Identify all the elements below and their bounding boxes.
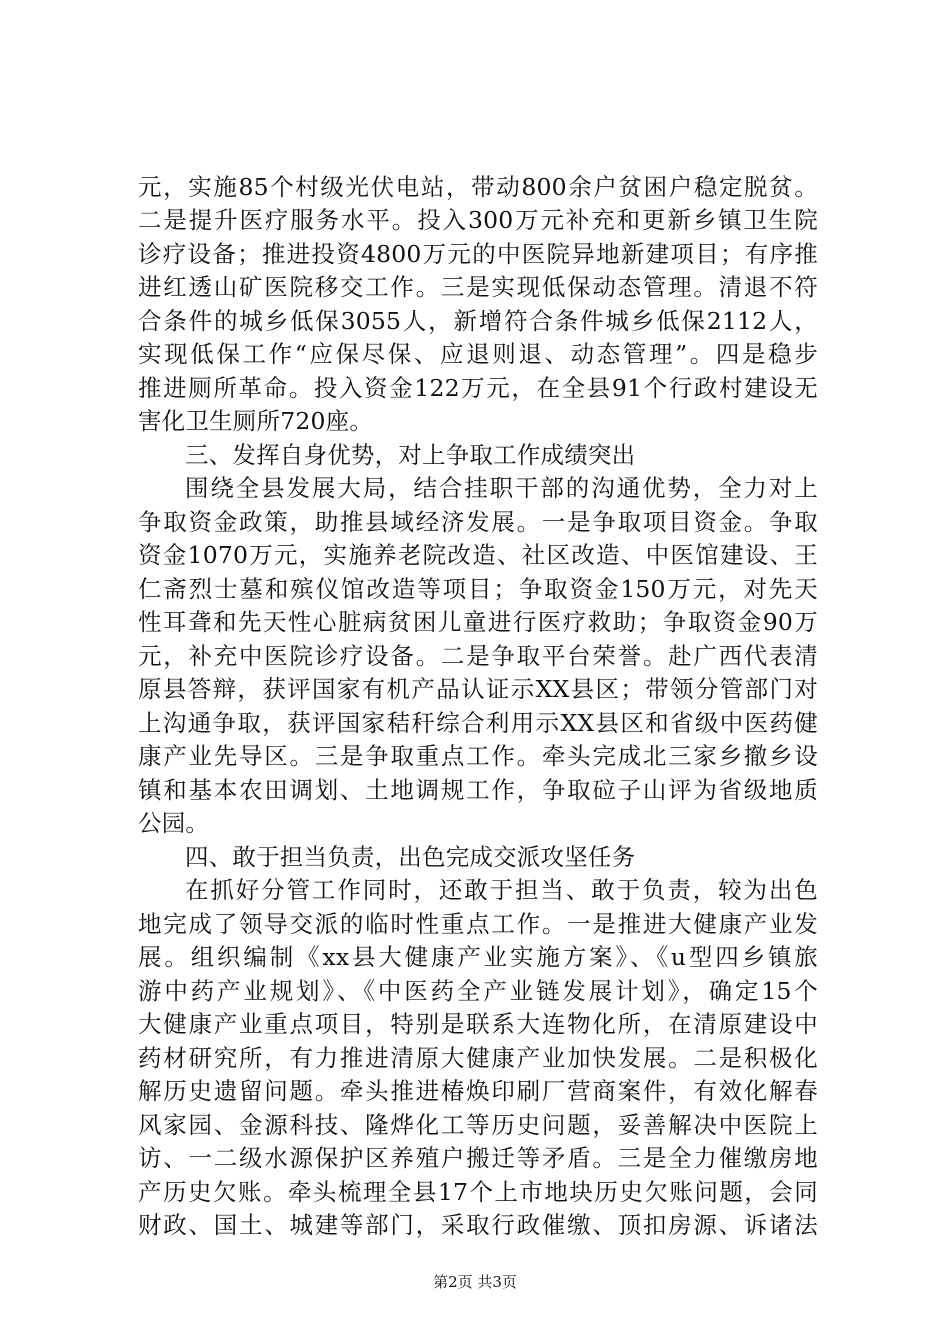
text-line: 害化卫生厕所720座。 <box>138 407 374 435</box>
text-line: 实现低保工作“应保尽保、应退则退、动态管理”。四是稳步 <box>138 340 818 368</box>
text-line: 展。组织编制《xx县大健康产业实施方案》、《u型四乡镇旅 <box>138 943 818 971</box>
text-line: 诊疗设备；推进投资4800万元的中医院异地新建项目；有序推 <box>138 240 818 268</box>
text-line: 合条件的城乡低保3055人，新增符合条件城乡低保2112人， <box>138 307 818 335</box>
text-line: 访、一二级水源保护区养殖户搬迁等矛盾。三是全力催缴房地 <box>138 1144 818 1172</box>
text-line: 进红透山矿医院移交工作。三是实现低保动态管理。清退不符 <box>138 273 818 301</box>
section-heading: 三、发挥自身优势，对上争取工作成绩突出 <box>185 441 636 469</box>
text-line: 游中药产业规划》、《中医药全产业链发展计划》，确定15个 <box>138 977 818 1005</box>
text-line: 上沟通争取，获评国家秸秆综合利用示XX县区和省级中医药健 <box>138 709 818 737</box>
text-line: 大健康产业重点项目，特别是联系大连物化所，在清原建设中 <box>138 1010 818 1038</box>
text-line: 二是提升医疗服务水平。投入300万元补充和更新乡镇卫生院 <box>138 206 818 234</box>
text-line: 药材研究所，有力推进清原大健康产业加快发展。二是积极化 <box>138 1044 818 1072</box>
text-line: 公园。 <box>138 809 210 837</box>
text-line: 仁斋烈士墓和殡仪馆改造等项目；争取资金150万元，对先天 <box>138 575 818 603</box>
section-heading: 四、敢于担当负责，出色完成交派攻坚任务 <box>185 843 636 871</box>
text-line: 风家园、金源科技、隆烨化工等历史问题，妥善解决中医院上 <box>138 1111 818 1139</box>
text-line: 地完成了领导交派的临时性重点工作。一是推进大健康产业发 <box>138 910 818 938</box>
text-line: 推进厕所革命。投入资金122万元，在全县91个行政村建设无 <box>138 374 818 402</box>
text-line: 产历史欠账。牵头梳理全县17个上市地块历史欠账问题，会同 <box>138 1178 818 1206</box>
text-line: 财政、国土、城建等部门，采取行政催缴、顶扣房源、诉诸法 <box>138 1211 818 1239</box>
text-line: 元，实施85个村级光伏电站，带动800余户贫困户稳定脱贫。 <box>138 173 818 201</box>
text-line: 争取资金政策，助推县域经济发展。一是争取项目资金。争取 <box>138 508 818 536</box>
text-line: 资金1070万元，实施养老院改造、社区改造、中医馆建设、王 <box>138 541 818 569</box>
paragraph-first-line: 在抓好分管工作同时，还敢于担当、敢于负责，较为出色 <box>185 876 818 904</box>
text-line: 原县答辩，获评国家有机产品认证示XX县区；带领分管部门对 <box>138 675 818 703</box>
text-line: 镇和基本农田调划、土地调规工作，争取砬子山评为省级地质 <box>138 776 818 804</box>
text-line: 性耳聋和先天性心脏病贫困儿童进行医疗救助；争取资金90万 <box>138 608 818 636</box>
text-line: 解历史遗留问题。牵头推进椿焕印刷厂营商案件，有效化解春 <box>138 1077 818 1105</box>
text-line: 元，补充中医院诊疗设备。二是争取平台荣誉。赴广西代表清 <box>138 642 818 670</box>
page-number-footer: 第2页 共3页 <box>433 1273 517 1291</box>
paragraph-first-line: 围绕全县发展大局，结合挂职干部的沟通优势，全力对上 <box>185 474 818 502</box>
text-line: 康产业先导区。三是争取重点工作。牵头完成北三家乡撤乡设 <box>138 742 818 770</box>
